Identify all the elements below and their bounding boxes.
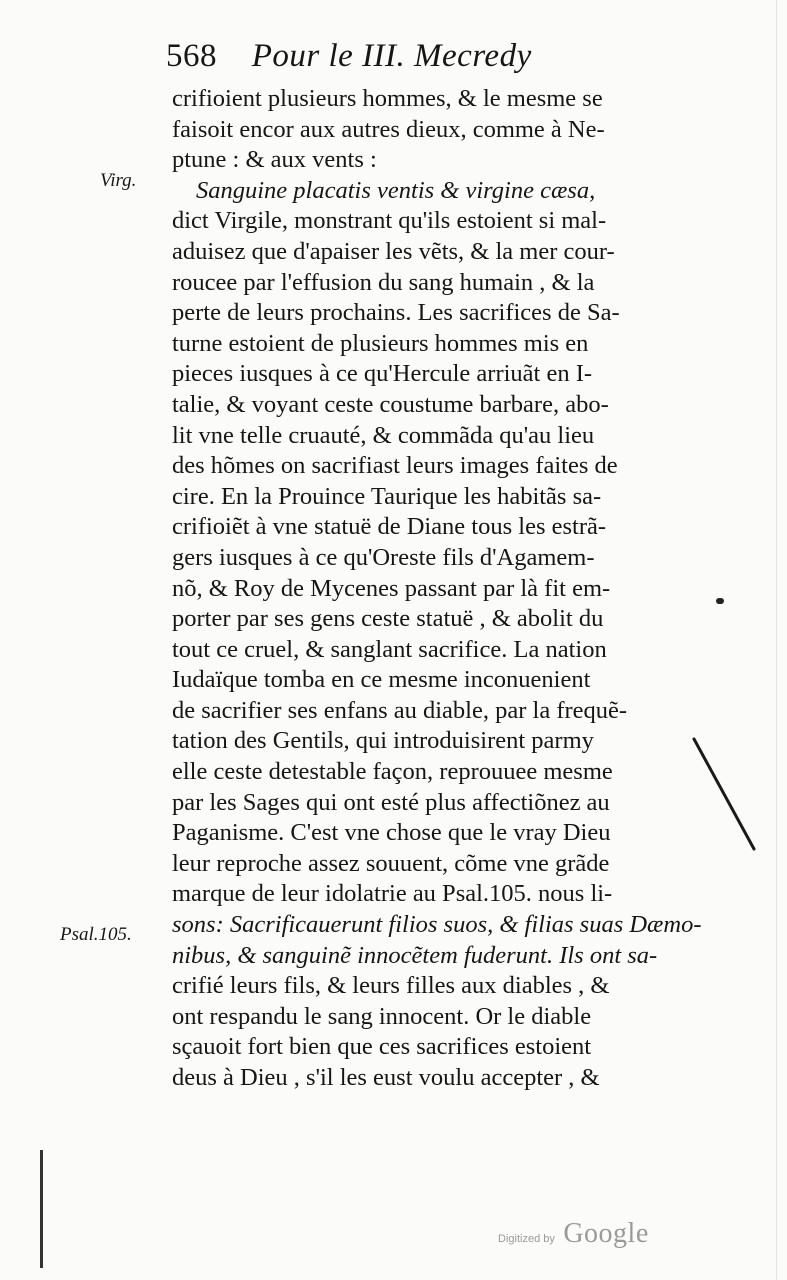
- text-line: marque de leur idolatrie au Psal.105. nous li-: [172, 880, 613, 908]
- text-line: ont respandu le sang innocent. Or le diable: [172, 1002, 592, 1030]
- watermark-prefix: Digitized by: [498, 1233, 555, 1245]
- margin-bar-mark: [40, 1150, 43, 1268]
- ink-stroke-mark: [690, 735, 760, 855]
- margin-note-virg: Virg.: [100, 170, 137, 191]
- text-line: tation des Gentils, qui introduisirent parmy: [172, 727, 594, 755]
- ink-dot-mark: [716, 598, 724, 604]
- text-line: par les Sages qui ont esté plus affectiõnez au: [172, 788, 610, 816]
- text-line: faisoit encor aux autres dieux, comme à Ne-: [172, 115, 605, 143]
- text-line: de sacrifier ses enfans au diable, par la frequẽ-: [172, 696, 628, 724]
- text-line: ptune : & aux vents :: [172, 146, 377, 174]
- page-number: 568: [166, 38, 217, 74]
- running-header: [166, 38, 532, 75]
- page-edge: [776, 0, 777, 1280]
- body-text: [172, 84, 702, 1094]
- text-line: deus à Dieu , s'il les eust voulu accepter , &: [172, 1064, 600, 1091]
- text-line: cire. En la Prouince Taurique les habitãs sa-: [172, 482, 602, 510]
- text-line: porter par ses gens ceste statuë , & abolit du: [172, 605, 604, 633]
- text-line: Paganisme. C'est vne chose que le vray Dieu: [172, 819, 611, 847]
- text-line: crifioient plusieurs hommes, & le mesme se: [172, 85, 603, 112]
- text-line: roucee par l'effusion du sang humain , & la: [172, 268, 595, 296]
- latin-quote-line: nibus, & sanguinẽ innocẽtem fuderunt. Ils ont sa-: [172, 941, 658, 969]
- text-line: nõ, & Roy de Mycenes passant par là fit em-: [172, 574, 611, 602]
- text-line: pieces iusques à ce qu'Hercule arriuãt en I-: [172, 360, 593, 388]
- text-line: lit vne telle cruauté, & commãda qu'au lieu: [172, 421, 595, 449]
- text-line: gers iusques à ce qu'Oreste fils d'Agamem-: [172, 543, 595, 571]
- text-line: aduisez que d'apaiser les vẽts, & la mer cour-: [172, 237, 615, 265]
- text-line: elle ceste detestable façon, reprouuee mesme: [172, 758, 613, 786]
- text-line: leur reproche assez souuent, cõme vne grãde: [172, 849, 610, 877]
- margin-note-psal: Psal.105.: [60, 924, 132, 945]
- running-title: Pour le III. Mecredy: [251, 38, 532, 74]
- text-line: crifié leurs fils, & leurs filles aux diables , &: [172, 972, 610, 1000]
- latin-quote-line: sons: Sacrificauerunt filios suos, & filias suas Dæmo-: [172, 911, 702, 939]
- text-line: tout ce cruel, & sanglant sacrifice. La nation: [172, 635, 607, 663]
- text-line: crifioiẽt à vne statuë de Diane tous les estrã-: [172, 513, 607, 541]
- google-logo: Google: [563, 1218, 649, 1249]
- text-line: talie, & voyant ceste coustume barbare, abo-: [172, 390, 609, 418]
- text-line: sçauoit fort bien que ces sacrifices estoient: [172, 1033, 592, 1061]
- text-line: des hõmes on sacrifiast leurs images faites de: [172, 452, 618, 480]
- text-line: perte de leurs prochains. Les sacrifices de Sa-: [172, 299, 620, 327]
- text-line: Iudaïque tomba en ce mesme inconuenient: [172, 666, 591, 694]
- verse-quote: Sanguine placatis ventis & virgine cæsa,: [196, 176, 596, 204]
- digitized-watermark: [498, 1218, 649, 1250]
- text-line: turne estoient de plusieurs hommes mis en: [172, 329, 589, 357]
- text-line: dict Virgile, monstrant qu'ils estoient si mal-: [172, 207, 607, 235]
